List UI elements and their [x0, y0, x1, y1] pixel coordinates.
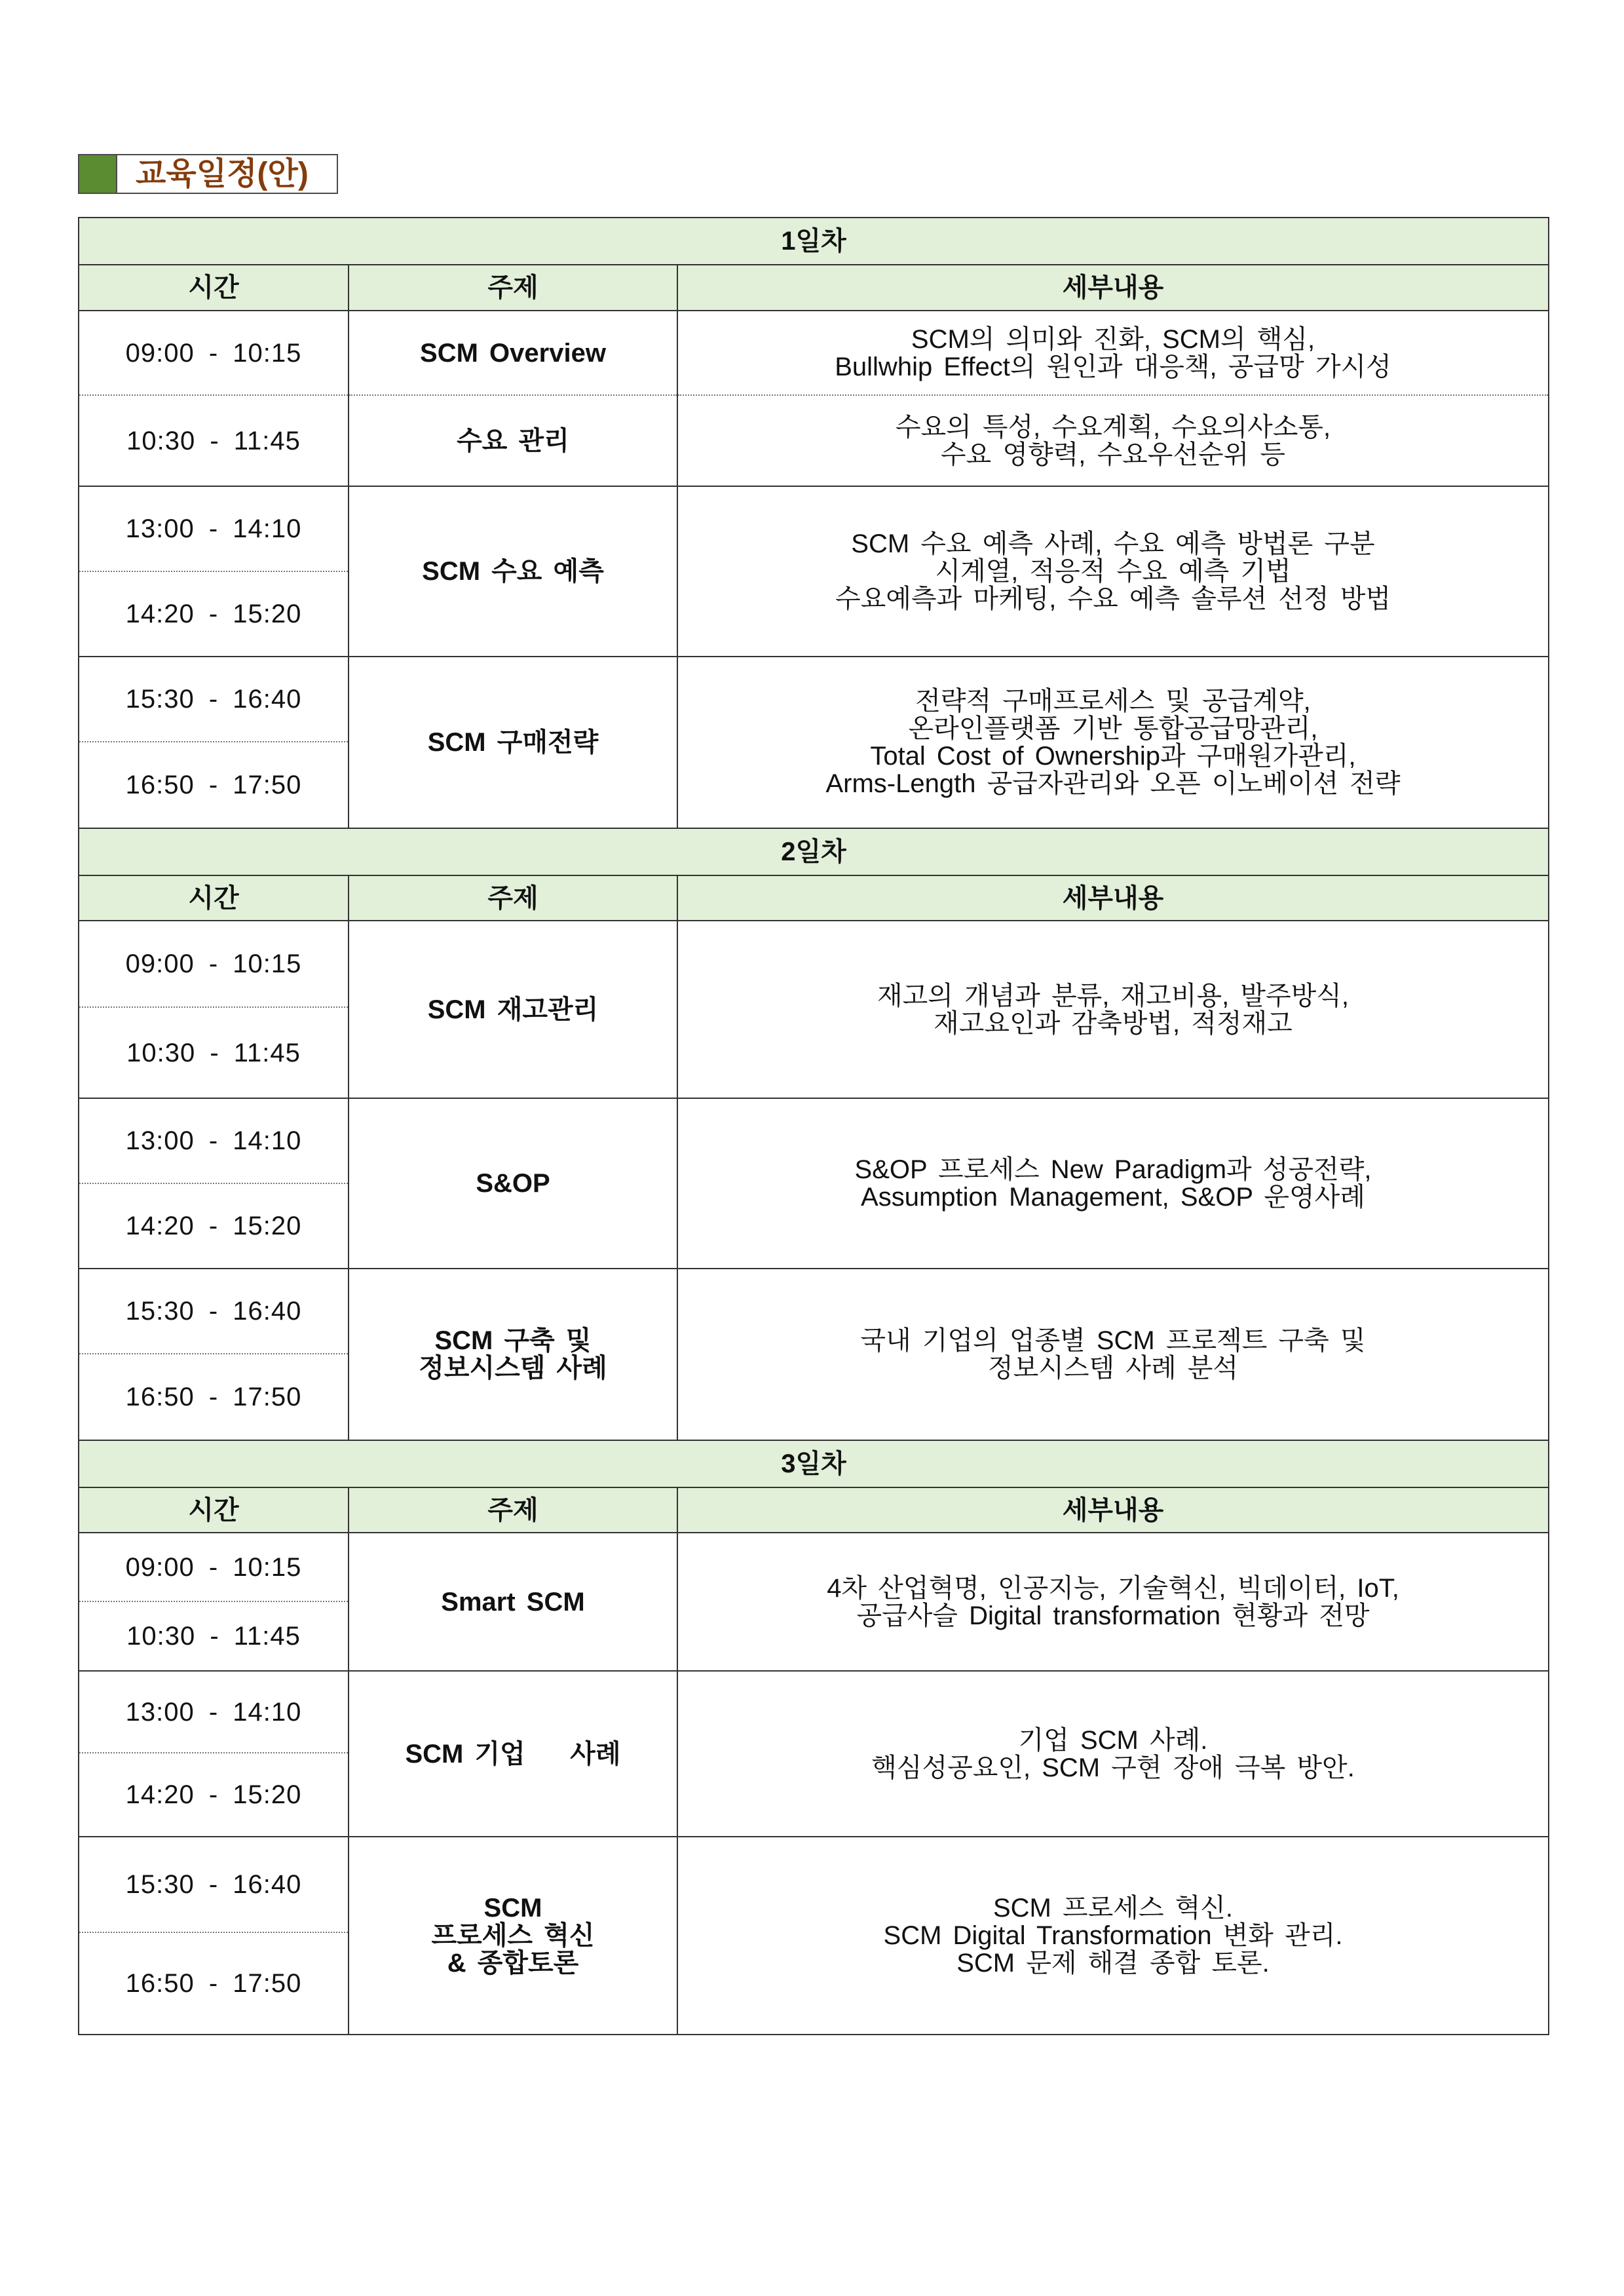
column-header-time: 시간	[79, 875, 349, 921]
topic-line: SCM	[483, 1894, 542, 1923]
time-slot: 15:30 - 16:40	[79, 1837, 349, 1932]
detail-line: 재고의 개념과 분류, 재고비용, 발주방식,	[877, 981, 1350, 1010]
detail-line: 국내 기업의 업종별 SCM 프로젝트 구축 및	[860, 1326, 1366, 1355]
day-header: 1일차	[79, 218, 1549, 265]
detail-line: Arms-Length 공급자관리와 오픈 이노베이션 전략	[825, 769, 1401, 798]
topic-line: 수요 관리	[457, 426, 569, 455]
session-topic	[349, 1098, 677, 1269]
column-header-topic: 주제	[349, 265, 677, 311]
detail-line: SCM의 의미와 진화, SCM의 핵심,	[911, 324, 1315, 354]
column-header-topic: 주제	[349, 1487, 677, 1533]
session-detail	[677, 1098, 1549, 1269]
session-detail	[677, 1533, 1549, 1671]
session-topic	[349, 395, 677, 486]
session-detail	[677, 486, 1549, 657]
detail-line: 핵심성공요인, SCM 구현 장애 극복 방안.	[871, 1753, 1355, 1782]
detail-line: 정보시스템 사례 분석	[988, 1354, 1238, 1383]
topic-line: SCM 수요 예측	[422, 557, 604, 586]
topic-line: S&OP	[476, 1169, 550, 1198]
time-slot: 16:50 - 17:50	[79, 1354, 349, 1440]
time-slot: 13:00 - 14:10	[79, 1671, 349, 1753]
topic-line: SCM Overview	[420, 338, 606, 368]
session-topic	[349, 486, 677, 657]
session-detail	[677, 311, 1549, 395]
detail-line: SCM 프로세스 혁신.	[992, 1894, 1234, 1923]
section-title: 교육일정(안)	[136, 157, 309, 191]
session-topic	[349, 1269, 677, 1440]
detail-line: SCM 문제 해결 종합 토론.	[956, 1949, 1270, 1978]
session-topic	[349, 311, 677, 395]
detail-line: Bullwhip Effect의 원인과 대응책, 공급망 가시성	[835, 352, 1391, 381]
detail-line: 온라인플랫폼 기반 통합공급망관리,	[908, 714, 1318, 743]
topic-line: & 종합토론	[447, 1949, 579, 1978]
topic-line: SCM 재고관리	[427, 995, 599, 1024]
session-topic	[349, 657, 677, 828]
detail-line: Total Cost of Ownership과 구매원가관리,	[870, 742, 1356, 771]
column-header-detail: 세부내용	[677, 1487, 1549, 1533]
detail-line: 전략적 구매프로세스 및 공급계약,	[915, 687, 1311, 716]
session-topic	[349, 1671, 677, 1837]
session-detail	[677, 1671, 1549, 1837]
detail-line: SCM Digital Transformation 변화 관리.	[883, 1921, 1343, 1950]
detail-line: 4차 산업혁명, 인공지능, 기술혁신, 빅데이터, IoT,	[827, 1573, 1399, 1603]
section-title-box	[78, 154, 338, 194]
time-slot: 15:30 - 16:40	[79, 657, 349, 742]
topic-line: 정보시스템 사례	[419, 1354, 607, 1383]
schedule-table	[78, 217, 1549, 2035]
topic-line: SCM 기업 사례	[405, 1739, 621, 1769]
detail-line: S&OP 프로세스 New Paradigm과 성공전략,	[854, 1155, 1372, 1184]
column-header-detail: 세부내용	[677, 875, 1549, 921]
day-header: 2일차	[79, 828, 1549, 875]
day-header: 3일차	[79, 1440, 1549, 1487]
time-slot: 14:20 - 15:20	[79, 571, 349, 657]
session-detail	[677, 1269, 1549, 1440]
detail-line: 시계열, 적응적 수요 예측 기법	[935, 557, 1291, 586]
detail-line: Assumption Management, S&OP 운영사례	[861, 1183, 1365, 1212]
column-header-time: 시간	[79, 1487, 349, 1533]
time-slot: 13:00 - 14:10	[79, 1098, 349, 1183]
session-topic	[349, 1533, 677, 1671]
column-header-detail: 세부내용	[677, 265, 1549, 311]
time-slot: 15:30 - 16:40	[79, 1269, 349, 1354]
time-slot: 10:30 - 11:45	[79, 395, 349, 486]
session-detail	[677, 1837, 1549, 2035]
time-slot: 10:30 - 11:45	[79, 1007, 349, 1098]
time-slot: 09:00 - 10:15	[79, 921, 349, 1007]
time-slot: 13:00 - 14:10	[79, 486, 349, 571]
detail-line: 재고요인과 감축방법, 적정재고	[934, 1008, 1293, 1038]
time-slot: 16:50 - 17:50	[79, 1932, 349, 2035]
session-detail	[677, 921, 1549, 1098]
time-slot: 14:20 - 15:20	[79, 1753, 349, 1837]
detail-line: 수요의 특성, 수요계획, 수요의사소통,	[895, 412, 1331, 442]
session-detail	[677, 395, 1549, 486]
session-topic	[349, 921, 677, 1098]
topic-line: SCM 구매전략	[427, 728, 599, 757]
topic-line: 프로세스 혁신	[431, 1921, 595, 1950]
time-slot: 09:00 - 10:15	[79, 311, 349, 395]
title-marker-square	[79, 155, 117, 193]
session-detail	[677, 657, 1549, 828]
detail-line: 공급사슬 Digital transformation 현황과 전망	[856, 1601, 1370, 1630]
detail-line: 기업 SCM 사례.	[1018, 1725, 1208, 1755]
time-slot: 16:50 - 17:50	[79, 742, 349, 828]
detail-line: 수요 영향력, 수요우선순위 등	[940, 440, 1286, 469]
session-topic	[349, 1837, 677, 2035]
time-slot: 10:30 - 11:45	[79, 1601, 349, 1671]
time-slot: 14:20 - 15:20	[79, 1183, 349, 1269]
detail-line: 수요예측과 마케팅, 수요 예측 솔루션 선정 방법	[835, 584, 1391, 613]
column-header-topic: 주제	[349, 875, 677, 921]
column-header-time: 시간	[79, 265, 349, 311]
time-slot: 09:00 - 10:15	[79, 1533, 349, 1601]
topic-line: Smart SCM	[441, 1587, 585, 1617]
detail-line: SCM 수요 예측 사례, 수요 예측 방법론 구분	[851, 529, 1375, 558]
topic-line: SCM 구축 및	[434, 1326, 592, 1355]
